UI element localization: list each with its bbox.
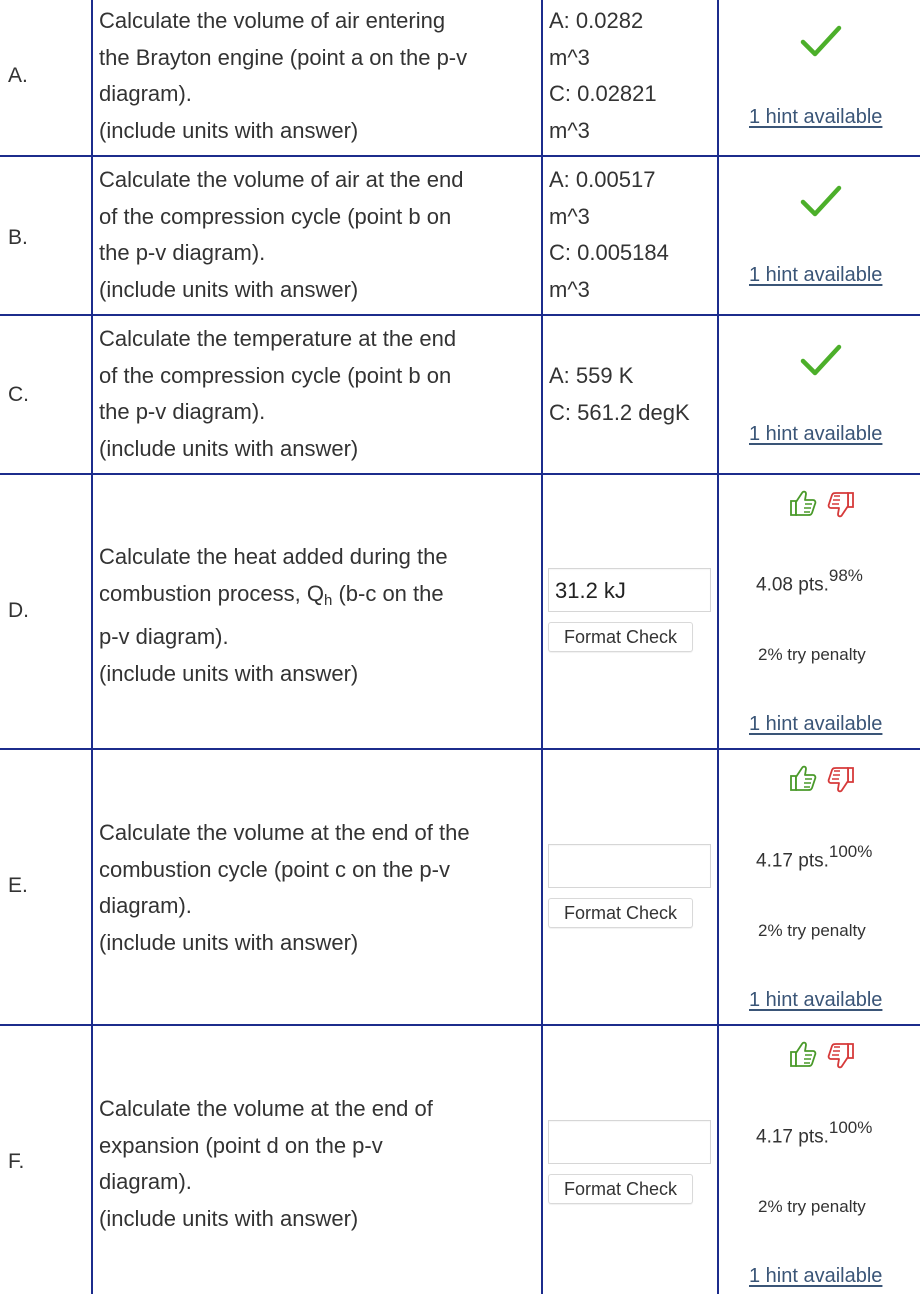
points-percent: 98%: [828, 566, 863, 585]
answer-line: C: 0.02821: [549, 81, 657, 106]
answer-input[interactable]: [548, 1120, 711, 1164]
try-penalty: 2% try penalty: [758, 1197, 866, 1216]
format-check-button[interactable]: Format Check: [548, 1174, 693, 1204]
question-letter: B.: [8, 226, 28, 249]
answer-input[interactable]: 31.2 kJ: [548, 568, 711, 612]
question-line: the Brayton engine (point a on the p-v: [99, 44, 468, 70]
thumbs-down-icon[interactable]: [825, 763, 859, 797]
question-line: Calculate the volume at the end of: [99, 1096, 433, 1121]
question-letter: F.: [8, 1150, 25, 1173]
question-text: [99, 321, 539, 467]
try-penalty: 2% try penalty: [758, 921, 866, 940]
points-text: 4.17 pts.: [756, 1126, 829, 1148]
correct-check-icon: [800, 24, 842, 58]
question-letter: A.: [8, 64, 28, 87]
thumbs-down-icon[interactable]: [825, 1039, 859, 1073]
question-line: (include units with answer): [99, 929, 359, 955]
question-row-a: [0, 0, 920, 156]
points-value: [756, 568, 863, 596]
submitted-answer: [549, 358, 714, 431]
question-line: [99, 576, 539, 620]
answer-line: C: 0.005184: [549, 240, 669, 265]
question-fragment: (b-c on the: [332, 580, 444, 606]
question-line: Calculate the volume of air entering: [99, 8, 446, 33]
question-text: [99, 162, 539, 308]
question-line: combustion cycle (point c on the p-v: [99, 856, 450, 882]
points-percent: 100%: [828, 1118, 873, 1137]
points-value: [756, 844, 872, 872]
submitted-answer: [549, 162, 714, 308]
question-text: [99, 1091, 539, 1237]
answer-line: C: 561.2 degK: [549, 399, 690, 425]
question-row-c: [0, 315, 920, 474]
question-line: diagram).: [99, 1169, 192, 1194]
question-line: the p-v diagram).: [99, 399, 266, 424]
answer-line: A: 0.0282: [549, 8, 644, 33]
thumbs-up-icon[interactable]: [785, 761, 819, 795]
question-line: (include units with answer): [99, 276, 359, 302]
format-check-button[interactable]: Format Check: [548, 622, 693, 652]
question-line: diagram).: [99, 81, 192, 106]
question-text: [99, 3, 539, 149]
question-line: the p-v diagram).: [99, 240, 266, 265]
points-value: [756, 1120, 872, 1148]
question-text: [99, 815, 539, 961]
question-line: (include units with answer): [99, 117, 359, 143]
try-penalty: 2% try penalty: [758, 645, 866, 664]
submitted-answer: [549, 3, 714, 149]
answer-line: m^3: [549, 117, 590, 143]
thumbs-up-icon[interactable]: [785, 1037, 819, 1071]
hint-link[interactable]: 1 hint available: [749, 1265, 883, 1287]
question-row-e: [0, 749, 920, 1025]
points-text: 4.17 pts.: [756, 850, 829, 872]
answer-line: A: 559 K: [549, 363, 634, 388]
hint-link[interactable]: 1 hint available: [749, 264, 883, 286]
question-row-b: [0, 156, 920, 315]
question-row-f: [0, 1025, 920, 1294]
question-line: diagram).: [99, 893, 192, 918]
answer-line: m^3: [549, 44, 590, 70]
hint-link[interactable]: 1 hint available: [749, 713, 883, 735]
question-row-d: [0, 474, 920, 749]
question-fragment: combustion process, Q: [99, 580, 324, 606]
question-line: of the compression cycle (point b on: [99, 362, 452, 388]
hint-link[interactable]: 1 hint available: [749, 989, 883, 1011]
points-text: 4.08 pts.: [756, 574, 829, 596]
thumbs-down-icon[interactable]: [825, 488, 859, 522]
correct-check-icon: [800, 343, 842, 377]
question-line: (include units with answer): [99, 1205, 359, 1231]
question-line: expansion (point d on the p-v: [99, 1132, 383, 1158]
question-letter: D.: [8, 599, 29, 622]
question-text: [99, 539, 539, 692]
question-line: Calculate the volume at the end of the: [99, 820, 470, 845]
format-check-button[interactable]: Format Check: [548, 898, 693, 928]
thumbs-up-icon[interactable]: [785, 486, 819, 520]
answer-line: m^3: [549, 203, 590, 229]
points-percent: 100%: [828, 842, 873, 861]
subscript-h: h: [323, 591, 333, 609]
question-line: (include units with answer): [99, 435, 359, 461]
question-line: of the compression cycle (point b on: [99, 203, 452, 229]
answer-line: m^3: [549, 276, 590, 302]
question-letter: C.: [8, 383, 29, 406]
question-line: p-v diagram).: [99, 624, 229, 649]
question-line: Calculate the heat added during the: [99, 544, 448, 569]
question-line: Calculate the temperature at the end: [99, 326, 457, 351]
correct-check-icon: [800, 184, 842, 218]
hint-link[interactable]: 1 hint available: [749, 106, 883, 128]
answer-input[interactable]: [548, 844, 711, 888]
answer-line: A: 0.00517: [549, 167, 656, 192]
hint-link[interactable]: 1 hint available: [749, 423, 883, 445]
question-line: Calculate the volume of air at the end: [99, 167, 464, 192]
question-letter: E.: [8, 874, 28, 897]
question-line: (include units with answer): [99, 660, 359, 686]
